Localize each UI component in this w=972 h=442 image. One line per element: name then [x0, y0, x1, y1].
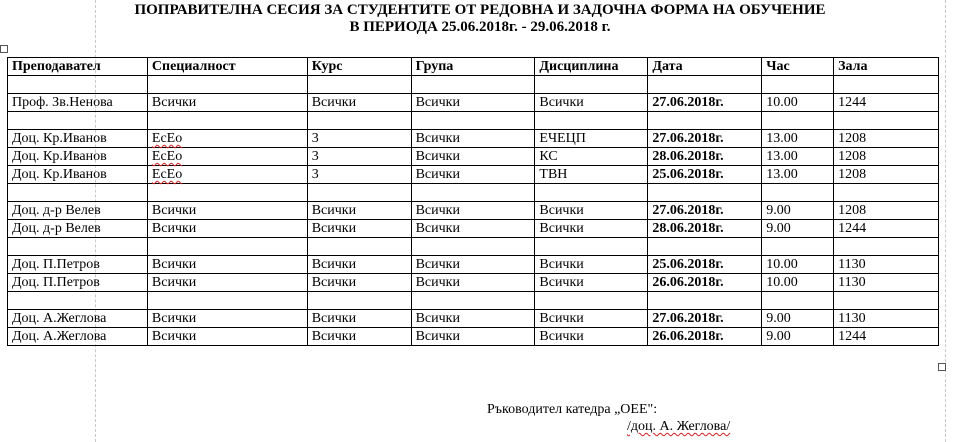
discipline-text: Всички: [539, 311, 584, 326]
cell-room: [834, 220, 939, 238]
signature-title: Ръководител катедра „ОЕЕ":: [487, 402, 658, 417]
specialty-text: ЕсЕо: [151, 131, 183, 146]
empty-cell: [648, 184, 762, 202]
date-text: 27.06.2018г.: [652, 311, 724, 326]
header-course: Курс: [307, 58, 411, 76]
discipline-text: Всички: [539, 221, 584, 236]
cell-teacher: [8, 130, 148, 148]
empty-cell: [648, 238, 762, 256]
table-resize-handle-icon[interactable]: [938, 363, 946, 371]
cell-group: [411, 202, 535, 220]
empty-cell: [8, 238, 148, 256]
table-header-row: [8, 58, 939, 76]
specialty-text: Всички: [151, 275, 197, 290]
cell-date: [648, 220, 762, 238]
empty-cell: [834, 184, 939, 202]
group-text: Всички: [415, 329, 460, 344]
discipline-text: Всички: [539, 329, 584, 344]
specialty-text: Всички: [151, 257, 197, 272]
empty-cell: [147, 238, 307, 256]
discipline-text: КС: [539, 149, 558, 164]
cell-teacher: [8, 274, 148, 292]
time-text: 9.00: [766, 311, 791, 326]
date-text: 25.06.2018г.: [652, 257, 724, 272]
cell-discipline: [535, 130, 648, 148]
course-text: Всички: [311, 257, 357, 272]
cell-date: [648, 274, 762, 292]
specialty-text: ЕсЕо: [151, 149, 183, 164]
cell-specialty: [147, 220, 307, 238]
cell-course: [307, 220, 411, 238]
cell-room: [834, 274, 939, 292]
date-text: 28.06.2018г.: [652, 149, 724, 164]
spacer-row: [8, 76, 939, 94]
cell-course: [307, 94, 411, 112]
time-text: 9.00: [766, 329, 791, 344]
time-text: 9.00: [766, 221, 791, 236]
specialty-text: Всички: [151, 95, 197, 110]
header-group: Група: [411, 58, 535, 76]
room-text: 1244: [838, 95, 867, 110]
cell-room: [834, 328, 939, 346]
cell-course: [307, 310, 411, 328]
cell-time: [762, 94, 834, 112]
cell-course: [307, 166, 411, 184]
empty-cell: [307, 292, 411, 310]
specialty-text: ЕсЕо: [151, 167, 183, 182]
table-row: [8, 94, 939, 112]
room-text: 1208: [838, 149, 867, 164]
cell-group: [411, 94, 535, 112]
teacher-text: Доц. А.Жеглова: [12, 329, 107, 344]
cell-teacher: [8, 166, 148, 184]
room-text: 1208: [838, 203, 867, 218]
group-text: Всички: [415, 131, 460, 146]
date-text: 26.06.2018г.: [652, 275, 724, 290]
cell-group: [411, 148, 535, 166]
empty-cell: [834, 238, 939, 256]
cell-specialty: [147, 166, 307, 184]
room-text: 1130: [838, 257, 866, 272]
empty-cell: [8, 112, 148, 130]
cell-teacher: [8, 256, 148, 274]
empty-cell: [307, 238, 411, 256]
group-text: Всички: [415, 203, 460, 218]
teacher-text: Доц. Кр.Иванов: [12, 149, 107, 164]
table-row: [8, 328, 939, 346]
empty-cell: [147, 292, 307, 310]
date-text: 26.06.2018г.: [652, 329, 724, 344]
discipline-text: ЕЧЕЦП: [539, 131, 586, 146]
cell-course: [307, 274, 411, 292]
group-text: Всички: [415, 275, 460, 290]
course-text: 3: [311, 131, 319, 146]
discipline-text: Всички: [539, 203, 584, 218]
date-text: 28.06.2018г.: [652, 221, 724, 236]
cell-time: [762, 274, 834, 292]
cell-group: [411, 310, 535, 328]
empty-cell: [8, 184, 148, 202]
table-row: [8, 130, 939, 148]
empty-cell: [762, 238, 834, 256]
empty-cell: [147, 76, 307, 94]
cell-teacher: [8, 148, 148, 166]
empty-cell: [648, 292, 762, 310]
course-text: 3: [311, 149, 319, 164]
cell-time: [762, 166, 834, 184]
teacher-text: Доц. П.Петров: [12, 275, 100, 290]
room-text: 1244: [838, 221, 867, 236]
cell-teacher: [8, 328, 148, 346]
cell-time: [762, 256, 834, 274]
time-text: 9.00: [766, 203, 791, 218]
cell-group: [411, 130, 535, 148]
discipline-text: Всички: [539, 95, 584, 110]
cell-room: [834, 256, 939, 274]
cell-discipline: [535, 148, 648, 166]
cell-room: [834, 166, 939, 184]
cell-date: [648, 310, 762, 328]
cell-course: [307, 256, 411, 274]
empty-cell: [834, 112, 939, 130]
teacher-text: Доц. д-р Велев: [12, 203, 101, 218]
empty-cell: [535, 238, 648, 256]
empty-cell: [147, 112, 307, 130]
title-line-1: ПОПРАВИТЕЛНА СЕСИЯ ЗА СТУДЕНТИТЕ ОТ РЕДОВНА И ЗАДОЧНА ФОРМА НА ОБУЧЕНИЕ: [134, 2, 826, 18]
cell-discipline: [535, 256, 648, 274]
cell-room: [834, 310, 939, 328]
table-move-handle-icon[interactable]: [0, 45, 8, 53]
specialty-text: Всички: [151, 203, 197, 218]
empty-cell: [834, 76, 939, 94]
title-line-2: В ПЕРИОДА 25.06.2018г. - 29.06.2018 г.: [349, 19, 611, 35]
empty-cell: [648, 112, 762, 130]
group-text: Всички: [415, 311, 460, 326]
teacher-text: Доц. Кр.Иванов: [12, 131, 107, 146]
header-date: Дата: [648, 58, 762, 76]
cell-date: [648, 94, 762, 112]
cell-discipline: [535, 202, 648, 220]
empty-cell: [411, 112, 535, 130]
discipline-text: ТВН: [539, 167, 568, 182]
spacer-row: [8, 112, 939, 130]
cell-time: [762, 328, 834, 346]
cell-discipline: [535, 274, 648, 292]
time-text: 13.00: [766, 149, 798, 164]
time-text: 10.00: [766, 95, 798, 110]
header-room: Зала: [834, 58, 939, 76]
table-row: [8, 256, 939, 274]
time-text: 13.00: [766, 131, 798, 146]
cell-room: [834, 94, 939, 112]
header-specialty: Специалност: [147, 58, 307, 76]
cell-date: [648, 130, 762, 148]
cell-time: [762, 148, 834, 166]
cell-course: [307, 202, 411, 220]
cell-time: [762, 130, 834, 148]
cell-specialty: [147, 202, 307, 220]
cell-date: [648, 256, 762, 274]
schedule-table: [7, 57, 939, 346]
header-teacher: Преподавател: [8, 58, 148, 76]
empty-cell: [535, 292, 648, 310]
cell-discipline: [535, 166, 648, 184]
signature-name: [627, 419, 730, 435]
empty-cell: [411, 292, 535, 310]
cell-time: [762, 310, 834, 328]
cell-room: [834, 130, 939, 148]
group-text: Всички: [415, 221, 460, 236]
table-row: [8, 148, 939, 166]
empty-cell: [762, 76, 834, 94]
group-text: Всички: [415, 149, 460, 164]
course-text: Всички: [311, 311, 357, 326]
specialty-text: Всички: [151, 221, 197, 236]
cell-teacher: [8, 94, 148, 112]
teacher-text: Доц. д-р Велев: [12, 221, 101, 236]
cell-date: [648, 148, 762, 166]
cell-teacher: [8, 310, 148, 328]
empty-cell: [762, 112, 834, 130]
cell-group: [411, 328, 535, 346]
cell-course: [307, 148, 411, 166]
table-row: [8, 202, 939, 220]
room-text: 1208: [838, 131, 867, 146]
cell-specialty: [147, 328, 307, 346]
group-text: Всички: [415, 257, 460, 272]
empty-cell: [307, 184, 411, 202]
specialty-text: Всички: [151, 311, 197, 326]
cell-room: [834, 148, 939, 166]
room-text: 1130: [838, 311, 866, 326]
room-text: 1244: [838, 329, 867, 344]
empty-cell: [147, 184, 307, 202]
date-text: 27.06.2018г.: [652, 131, 724, 146]
empty-cell: [535, 76, 648, 94]
room-text: 1130: [838, 275, 866, 290]
signature-name-text: /доц. А. Жеглова/: [627, 419, 731, 434]
cell-specialty: [147, 256, 307, 274]
date-text: 25.06.2018г.: [652, 167, 724, 182]
cell-teacher: [8, 202, 148, 220]
cell-discipline: [535, 328, 648, 346]
cell-date: [648, 328, 762, 346]
date-text: 27.06.2018г.: [652, 95, 724, 110]
spacer-row: [8, 238, 939, 256]
group-text: Всички: [415, 95, 460, 110]
cell-time: [762, 202, 834, 220]
course-text: Всички: [311, 275, 357, 290]
spacer-row: [8, 292, 939, 310]
table-row: [8, 310, 939, 328]
cell-specialty: [147, 310, 307, 328]
time-text: 10.00: [766, 257, 798, 272]
cell-teacher: [8, 220, 148, 238]
empty-cell: [411, 184, 535, 202]
teacher-text: Проф. Зв.Ненова: [12, 95, 113, 110]
cell-date: [648, 202, 762, 220]
cell-group: [411, 274, 535, 292]
empty-cell: [762, 184, 834, 202]
discipline-text: Всички: [539, 257, 584, 272]
table-row: [8, 274, 939, 292]
page-margin-right: [945, 0, 946, 442]
empty-cell: [411, 76, 535, 94]
cell-discipline: [535, 310, 648, 328]
document-title: [100, 2, 860, 36]
teacher-text: Доц. Кр.Иванов: [12, 167, 107, 182]
empty-cell: [535, 184, 648, 202]
specialty-text: Всички: [151, 329, 197, 344]
course-text: Всички: [311, 95, 357, 110]
course-text: Всички: [311, 329, 357, 344]
header-time: Час: [762, 58, 834, 76]
course-text: Всички: [311, 221, 357, 236]
empty-cell: [411, 238, 535, 256]
cell-discipline: [535, 94, 648, 112]
course-text: Всички: [311, 203, 357, 218]
table-row: [8, 166, 939, 184]
teacher-text: Доц. П.Петров: [12, 257, 100, 272]
cell-specialty: [147, 274, 307, 292]
empty-cell: [8, 76, 148, 94]
empty-cell: [762, 292, 834, 310]
cell-date: [648, 166, 762, 184]
cell-course: [307, 130, 411, 148]
empty-cell: [307, 112, 411, 130]
table-row: [8, 220, 939, 238]
cell-group: [411, 166, 535, 184]
cell-group: [411, 256, 535, 274]
time-text: 13.00: [766, 167, 798, 182]
cell-time: [762, 220, 834, 238]
cell-specialty: [147, 130, 307, 148]
cell-discipline: [535, 220, 648, 238]
spacer-row: [8, 184, 939, 202]
cell-group: [411, 220, 535, 238]
room-text: 1208: [838, 167, 867, 182]
empty-cell: [648, 76, 762, 94]
empty-cell: [8, 292, 148, 310]
discipline-text: Всички: [539, 275, 584, 290]
header-discipline: Дисциплина: [535, 58, 648, 76]
date-text: 27.06.2018г.: [652, 203, 724, 218]
group-text: Всички: [415, 167, 460, 182]
cell-specialty: [147, 94, 307, 112]
cell-room: [834, 202, 939, 220]
cell-specialty: [147, 148, 307, 166]
time-text: 10.00: [766, 275, 798, 290]
course-text: 3: [311, 167, 319, 182]
empty-cell: [307, 76, 411, 94]
teacher-text: Доц. А.Жеглова: [12, 311, 107, 326]
empty-cell: [834, 292, 939, 310]
empty-cell: [535, 112, 648, 130]
cell-course: [307, 328, 411, 346]
